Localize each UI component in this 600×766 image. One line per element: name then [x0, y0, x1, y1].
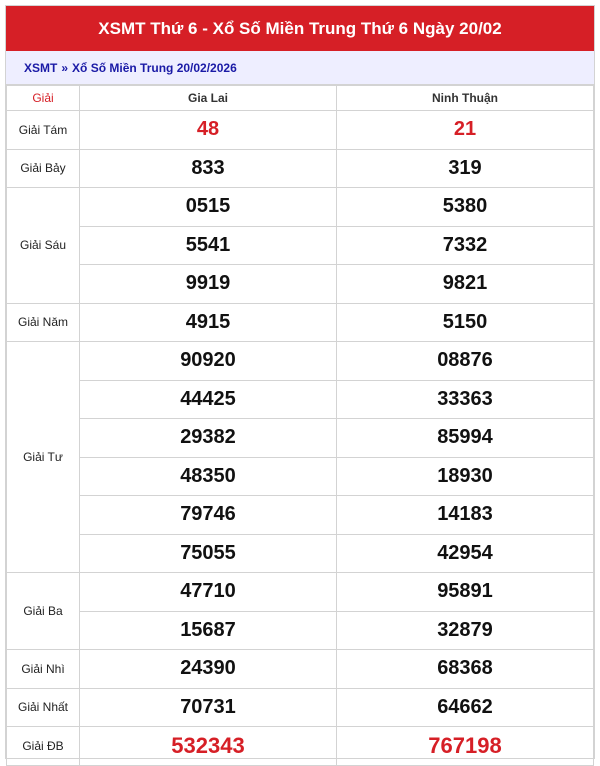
prize-label: Giải Tám	[7, 111, 80, 150]
table-row	[7, 265, 594, 304]
result-number: 95891	[337, 573, 594, 612]
result-number: 14183	[337, 496, 594, 535]
prize-label: Giải Năm	[7, 303, 80, 342]
prize-label: Giải Ba	[7, 573, 80, 650]
result-number: 85994	[337, 419, 594, 458]
table-row	[7, 727, 594, 766]
table-row	[7, 111, 594, 150]
table-row	[7, 534, 594, 573]
result-number: 79746	[80, 496, 337, 535]
breadcrumb	[6, 51, 594, 85]
result-number: 4915	[80, 303, 337, 342]
breadcrumb-current-link[interactable]: Xổ Số Miền Trung 20/02/2026	[72, 60, 237, 75]
result-number: 68368	[337, 650, 594, 689]
table-header-row	[7, 86, 594, 111]
prize-label: Giải Bảy	[7, 149, 80, 188]
column-header-province-2: Ninh Thuận	[337, 86, 594, 111]
table-row	[7, 303, 594, 342]
prize-label: Giải Sáu	[7, 188, 80, 304]
result-number: 42954	[337, 534, 594, 573]
result-number: 48350	[80, 457, 337, 496]
column-header-province-1: Gia Lai	[80, 86, 337, 111]
table-row	[7, 573, 594, 612]
result-number: 32879	[337, 611, 594, 650]
table-row	[7, 226, 594, 265]
table-row	[7, 496, 594, 535]
result-number: 9821	[337, 265, 594, 304]
result-number: 24390	[80, 650, 337, 689]
table-row	[7, 688, 594, 727]
result-number: 47710	[80, 573, 337, 612]
result-number: 0515	[80, 188, 337, 227]
breadcrumb-root-link[interactable]: XSMT	[24, 60, 58, 75]
result-number: 5380	[337, 188, 594, 227]
result-number: 15687	[80, 611, 337, 650]
prize-label: Giải Nhất	[7, 688, 80, 727]
table-row	[7, 611, 594, 650]
result-number: 48	[80, 111, 337, 150]
prize-label: Giải Nhì	[7, 650, 80, 689]
results-table	[6, 85, 594, 766]
result-number: 9919	[80, 265, 337, 304]
table-row	[7, 650, 594, 689]
result-number: 44425	[80, 380, 337, 419]
table-row	[7, 419, 594, 458]
result-number: 75055	[80, 534, 337, 573]
prize-label: Giải Tư	[7, 342, 80, 573]
result-number: 08876	[337, 342, 594, 381]
result-number: 33363	[337, 380, 594, 419]
table-row	[7, 457, 594, 496]
result-number: 70731	[80, 688, 337, 727]
page-title: XSMT Thứ 6 - Xổ Số Miền Trung Thứ 6 Ngày 20/02	[6, 6, 594, 51]
results-panel	[5, 5, 595, 759]
result-number: 5541	[80, 226, 337, 265]
result-number: 29382	[80, 419, 337, 458]
result-number: 90920	[80, 342, 337, 381]
result-number: 833	[80, 149, 337, 188]
result-number: 319	[337, 149, 594, 188]
table-row	[7, 342, 594, 381]
prize-label: Giải ĐB	[7, 727, 80, 766]
result-number: 532343	[80, 727, 337, 766]
result-number: 64662	[337, 688, 594, 727]
result-number: 767198	[337, 727, 594, 766]
result-number: 7332	[337, 226, 594, 265]
table-row	[7, 188, 594, 227]
result-number: 18930	[337, 457, 594, 496]
result-number: 5150	[337, 303, 594, 342]
table-row	[7, 149, 594, 188]
table-row	[7, 380, 594, 419]
breadcrumb-separator: »	[61, 60, 69, 75]
result-number: 21	[337, 111, 594, 150]
column-header-prize: Giải	[7, 86, 80, 111]
